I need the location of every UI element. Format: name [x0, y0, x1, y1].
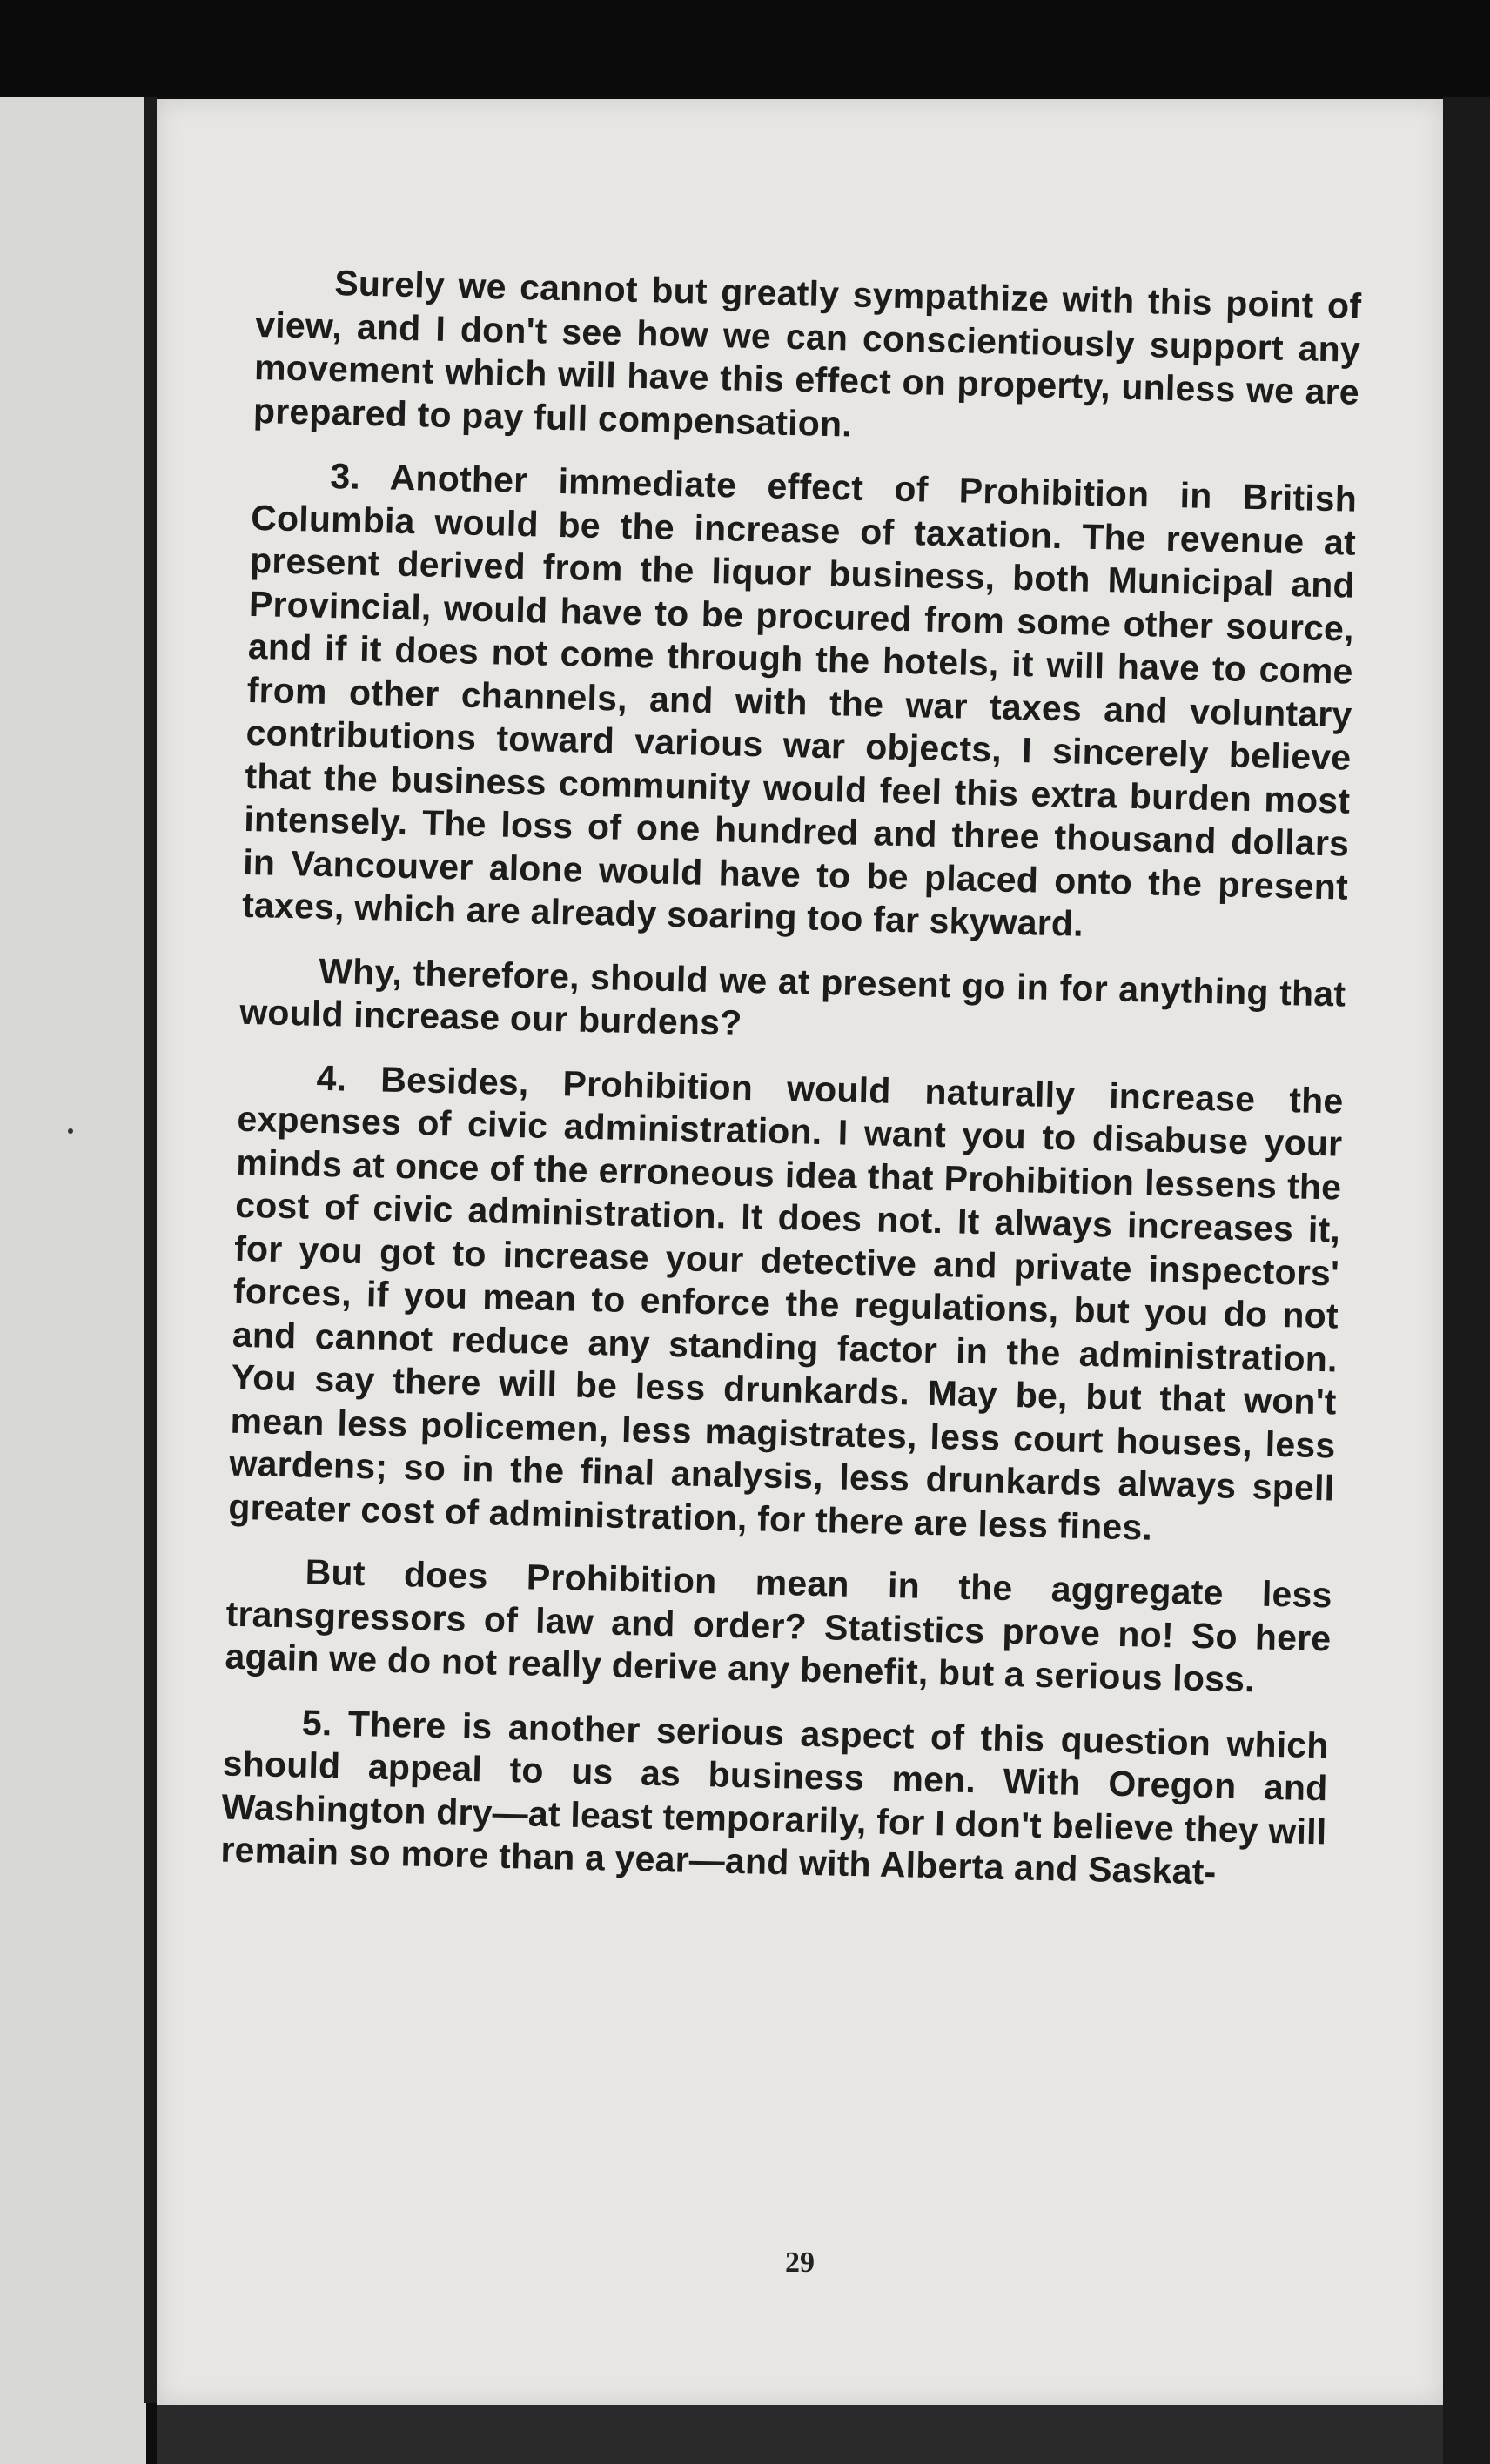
paragraph: 5. There is another serious aspect of this question which should appeal to us as business men. With Oregon and Washington dry—at least temporarily, for I don't believe they will remain so more than a year—and with Alberta and Saskat- [220, 1702, 1330, 1892]
page-body-text [220, 260, 1362, 1897]
paragraph: 3. Another immediate effect of Prohibition in British Columbia would be the increase of taxation. The revenue at present derived from the liquor business, both Municipal and Provincial, would have to be procured from some other source, and if it does not come through the hotels, it will have to come from other channels, and with the war taxes and voluntary contributions toward various war objects, I sincerely believe that the business community would feel this extra burden most intensely. The loss of one hundred and three thousand dollars in Vancouver alone would have to be placed onto the present taxes, which are already soaring too far skyward. [241, 455, 1358, 944]
scan-top-border [0, 0, 1490, 96]
adjacent-page-edge [0, 97, 146, 2464]
scan-bottom-border [157, 2405, 1443, 2464]
book-binding [144, 97, 157, 2403]
paragraph: Surely we cannot but greatly sympathize with this point of view, and I don't see how we can conscientiously support any movement which will have this effect on property, unless we are prepared to pay full compensation. [252, 263, 1362, 445]
paragraph: But does Prohibition mean in the aggregate less transgressors of law and order? Statistics prove no! So here again we do not really derive any benefit, but a serious loss. [225, 1551, 1333, 1700]
paragraph: 4. Besides, Prohibition would naturally increase the expenses of civic administration. I want you to disabuse your minds at once of the erroneous idea that Prohibition lessens the cost of civic administration. It does not. It always increases it, for you got to increase your detective and private inspectors' forces, if you mean to enforce the regulations, but you do not and cannot reduce any standing factor in the administration. You say there will be less drunkards. May be, but that won't mean less policemen, less magistrates, less court houses, less wardens; so in the final analysis, less drunkards always spell greater cost of administration, for there are less fines. [227, 1057, 1344, 1548]
scan-speck [68, 1128, 73, 1134]
book-page [157, 99, 1443, 2405]
page-number: 29 [785, 2246, 815, 2279]
paragraph: Why, therefore, should we at present go in for anything that would increase our burdens? [238, 950, 1346, 1043]
scan-right-border [1443, 97, 1490, 2464]
